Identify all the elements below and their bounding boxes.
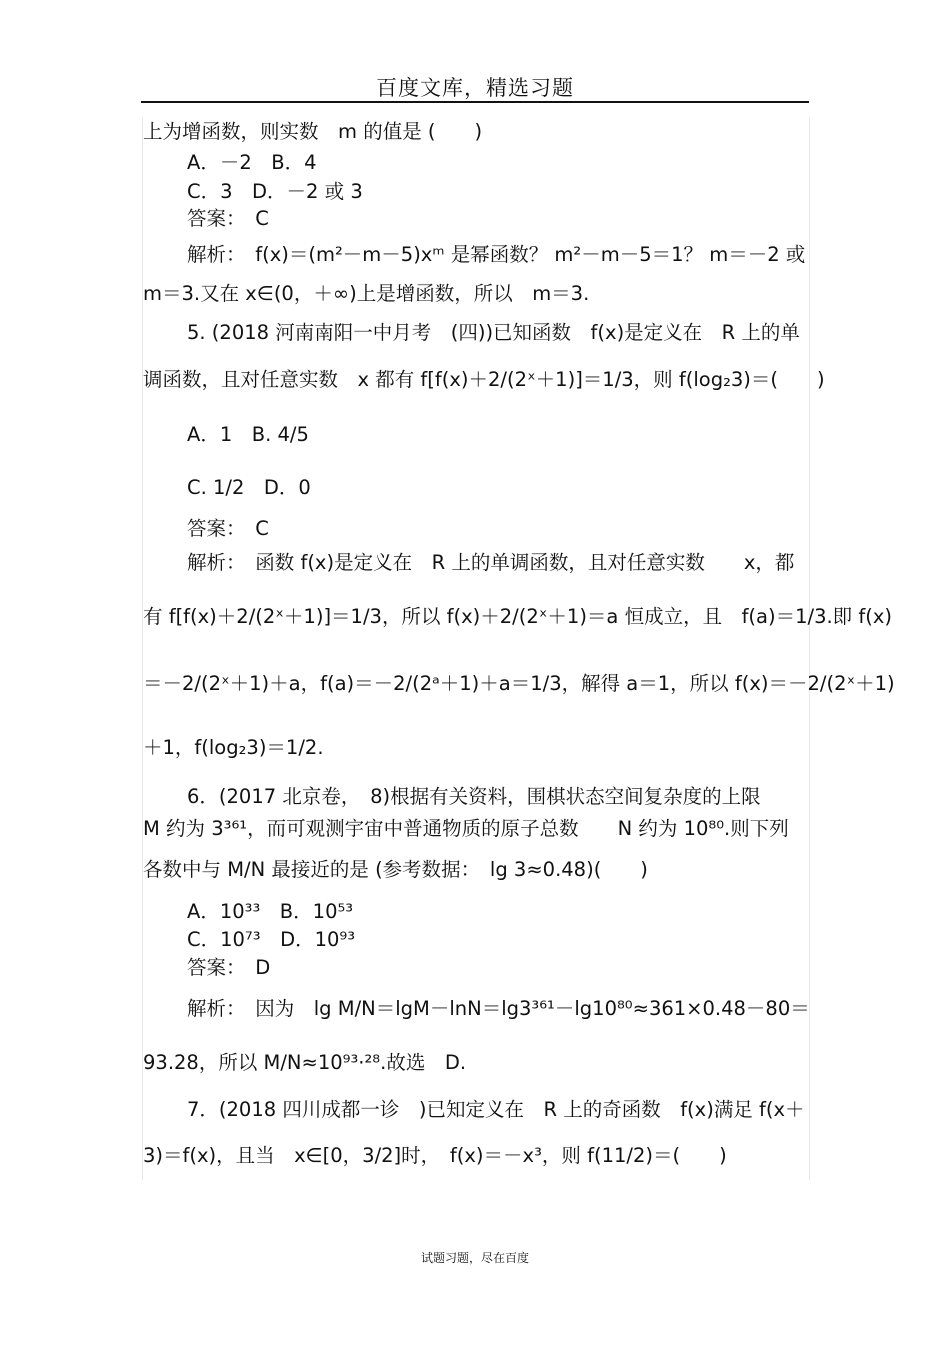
q4-analysis-1: 解析： f(x)＝(m²－m－5)xᵐ 是幂函数？ m²－m－5＝1？ m＝－2 或 [187,243,806,266]
page-header: 百度文库，精选习题 [376,76,574,100]
q5-stem-1: 5. (2018 河南南阳一中月考 (四))已知函数 f(x)是定义在 R 上的单 [187,321,800,344]
q5-analysis-4: ＋1，f(log₂3)＝1/2. [143,736,324,759]
q7-stem-1: 7．(2018 四川成都一诊 )已知定义在 R 上的奇函数 f(x)满足 f(x＋ [187,1098,805,1121]
q4-stem-end: 上为增函数，则实数 m 的值是 ( ) [143,120,483,143]
q7-stem-2: 3)＝f(x)，且当 x∈[0，3/2]时， f(x)＝－x³，则 f(11/2)＝( ) [143,1144,727,1167]
q6-analysis-2: 93.28，所以 M/N≈10⁹³·²⁸.故选 D. [143,1051,467,1074]
q5-analysis-3: ＝－2/(2ˣ＋1)＋a，f(a)＝－2/(2ᵃ＋1)＋a＝1/3，解得 a＝1，所以 f(x)＝－2/(2ˣ＋1) [143,672,895,695]
q4-analysis-2: m＝3.又在 x∈(0，＋∞)上是增函数，所以 m＝3. [143,282,590,305]
q5-options-ab: A．1 B. 4/5 [187,423,309,446]
q5-analysis-2: 有 f[f(x)＋2/(2ˣ＋1)]＝1/3，所以 f(x)＋2/(2ˣ＋1)＝a 恒成立，且 f(a)＝1/3.即 f(x) [143,605,892,628]
q6-stem-3: 各数中与 M/N 最接近的是 (参考数据： lg 3≈0.48)( ) [143,858,648,881]
q6-stem-1: 6．(2017 北京卷， 8)根据有关资料，围棋状态空间复杂度的上限 [187,785,761,808]
q5-analysis-1: 解析： 函数 f(x)是定义在 R 上的单调函数，且对任意实数 x，都 [187,551,795,574]
q4-options-cd: C．3 D．－2 或 3 [187,180,363,203]
q6-options-ab: A．10³³ B．10⁵³ [187,900,354,923]
q4-options-ab: A．－2 B．4 [187,151,317,174]
header-divider [141,101,809,103]
q5-stem-2: 调函数，且对任意实数 x 都有 f[f(x)＋2/(2ˣ＋1)]＝1/3，则 f(log₂3)＝( ) [143,368,825,391]
content-frame [142,118,810,1180]
q5-answer: 答案： C [187,517,269,540]
q4-answer: 答案： C [187,207,269,230]
q6-stem-2: M 约为 3³⁶¹，而可观测宇宙中普通物质的原子总数 N 约为 10⁸⁰.则下列 [143,817,789,840]
page-footer: 试题习题，尽在百度 [420,1251,529,1265]
q5-options-cd: C. 1/2 D．0 [187,476,311,499]
q6-options-cd: C．10⁷³ D．10⁹³ [187,928,356,951]
q6-answer: 答案： D [187,956,271,979]
q6-analysis-1: 解析： 因为 lg M/N＝lgM－lnN＝lg3³⁶¹－lg10⁸⁰≈361×0.48－80＝ [187,997,810,1020]
